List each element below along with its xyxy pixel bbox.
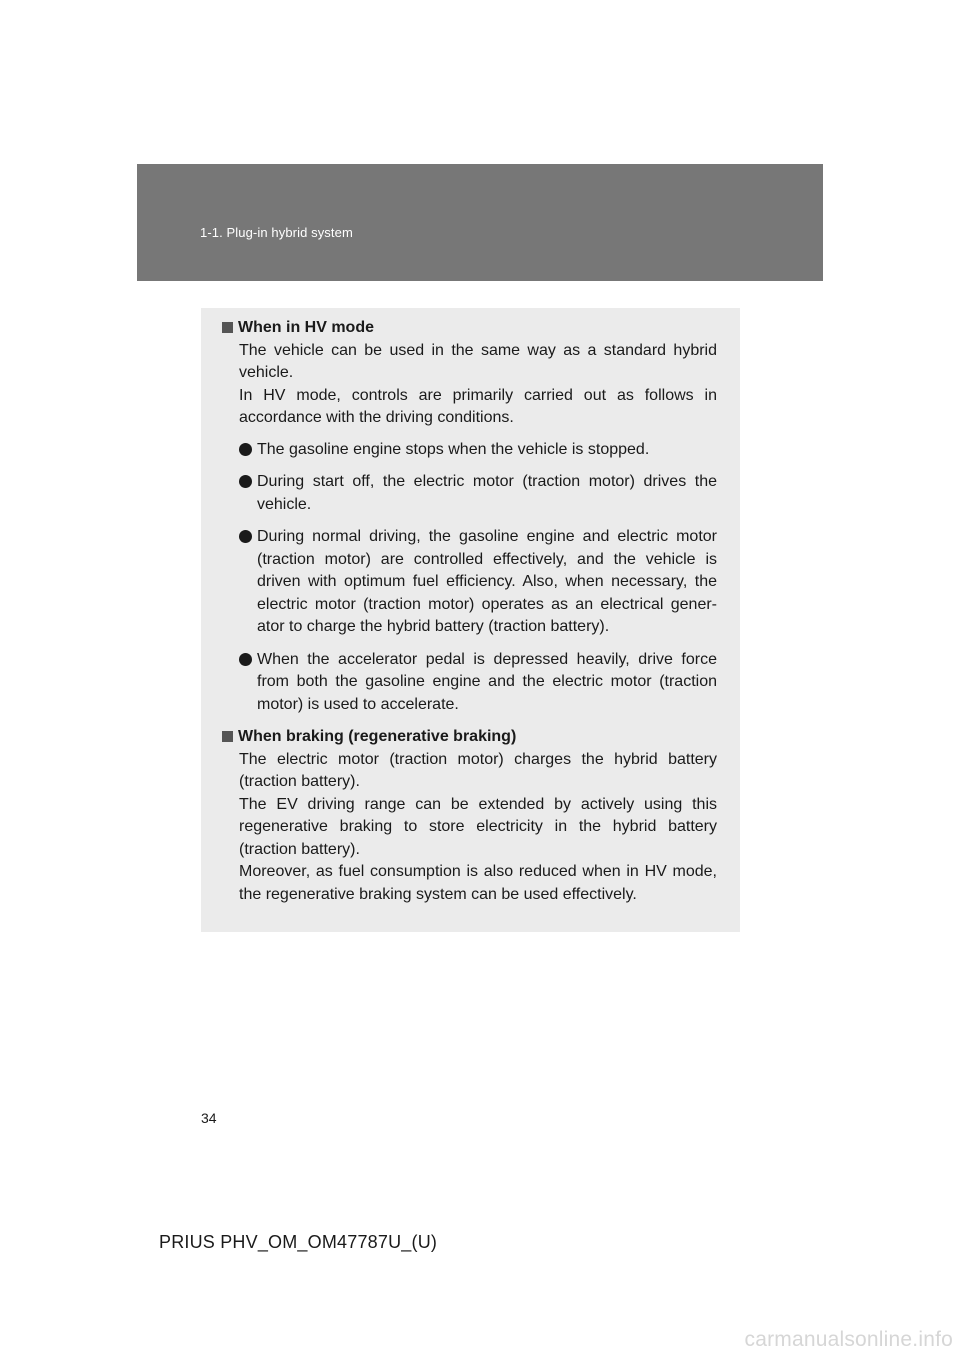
bullet-text: The gasoline engine stops when the vehicle is stopped. <box>257 440 650 458</box>
hv-mode-bullet-list <box>239 439 717 717</box>
round-bullet-icon <box>239 530 252 543</box>
list-item <box>239 471 717 516</box>
braking-para-3: Moreover, as fuel consumption is also reduced when in HV mode, the regenerative braking system can be used effectively. <box>239 863 717 903</box>
page-number: 34 <box>201 1110 217 1126</box>
document-code: PRIUS PHV_OM_OM47787U_(U) <box>159 1232 438 1252</box>
braking-para-2: The EV driving range can be extended by actively using this regenerative braking to store electricity in the hybrid battery (traction battery). <box>239 795 717 858</box>
braking-heading <box>222 726 717 749</box>
hv-mode-heading-text: When in HV mode <box>238 319 374 336</box>
list-item <box>239 649 717 717</box>
round-bullet-icon <box>239 653 252 666</box>
hv-mode-intro: The vehicle can be used in the same way as a standard hybrid vehicle. <box>239 341 717 381</box>
bullet-text: When the accelerator pedal is depressed heavily, drive force from both the gasoline engine and the electric motor (traction motor) is used to accelerate. <box>257 650 717 713</box>
watermark: carmanualsonline.info <box>744 1328 953 1351</box>
round-bullet-icon <box>239 475 252 488</box>
hv-mode-intro-2: In HV mode, controls are primarily carried out as follows in accordance with the driving conditions. <box>239 386 717 426</box>
braking-heading-text: When braking (regenerative braking) <box>238 728 517 745</box>
round-bullet-icon <box>239 443 252 456</box>
bullet-text: During normal driving, the gasoline engine and electric motor (traction motor) are controlled effectively, and the vehicle is driven with optimum fuel efficiency. Also, when necessary, the electric motor (traction motor) operates as an electrical gener-ator to charge the hybrid battery (traction battery). <box>257 528 717 635</box>
list-item <box>239 526 717 639</box>
hv-mode-heading <box>222 317 717 340</box>
list-item <box>239 439 717 462</box>
info-box <box>201 308 740 932</box>
square-bullet-icon <box>222 322 233 333</box>
braking-para-1: The electric motor (traction motor) charges the hybrid battery (traction battery). <box>239 750 717 790</box>
bullet-text: During start off, the electric motor (traction motor) drives the vehicle. <box>257 473 717 513</box>
section-label: 1-1. Plug-in hybrid system <box>200 225 353 240</box>
header-band <box>137 164 823 281</box>
square-bullet-icon <box>222 731 233 742</box>
